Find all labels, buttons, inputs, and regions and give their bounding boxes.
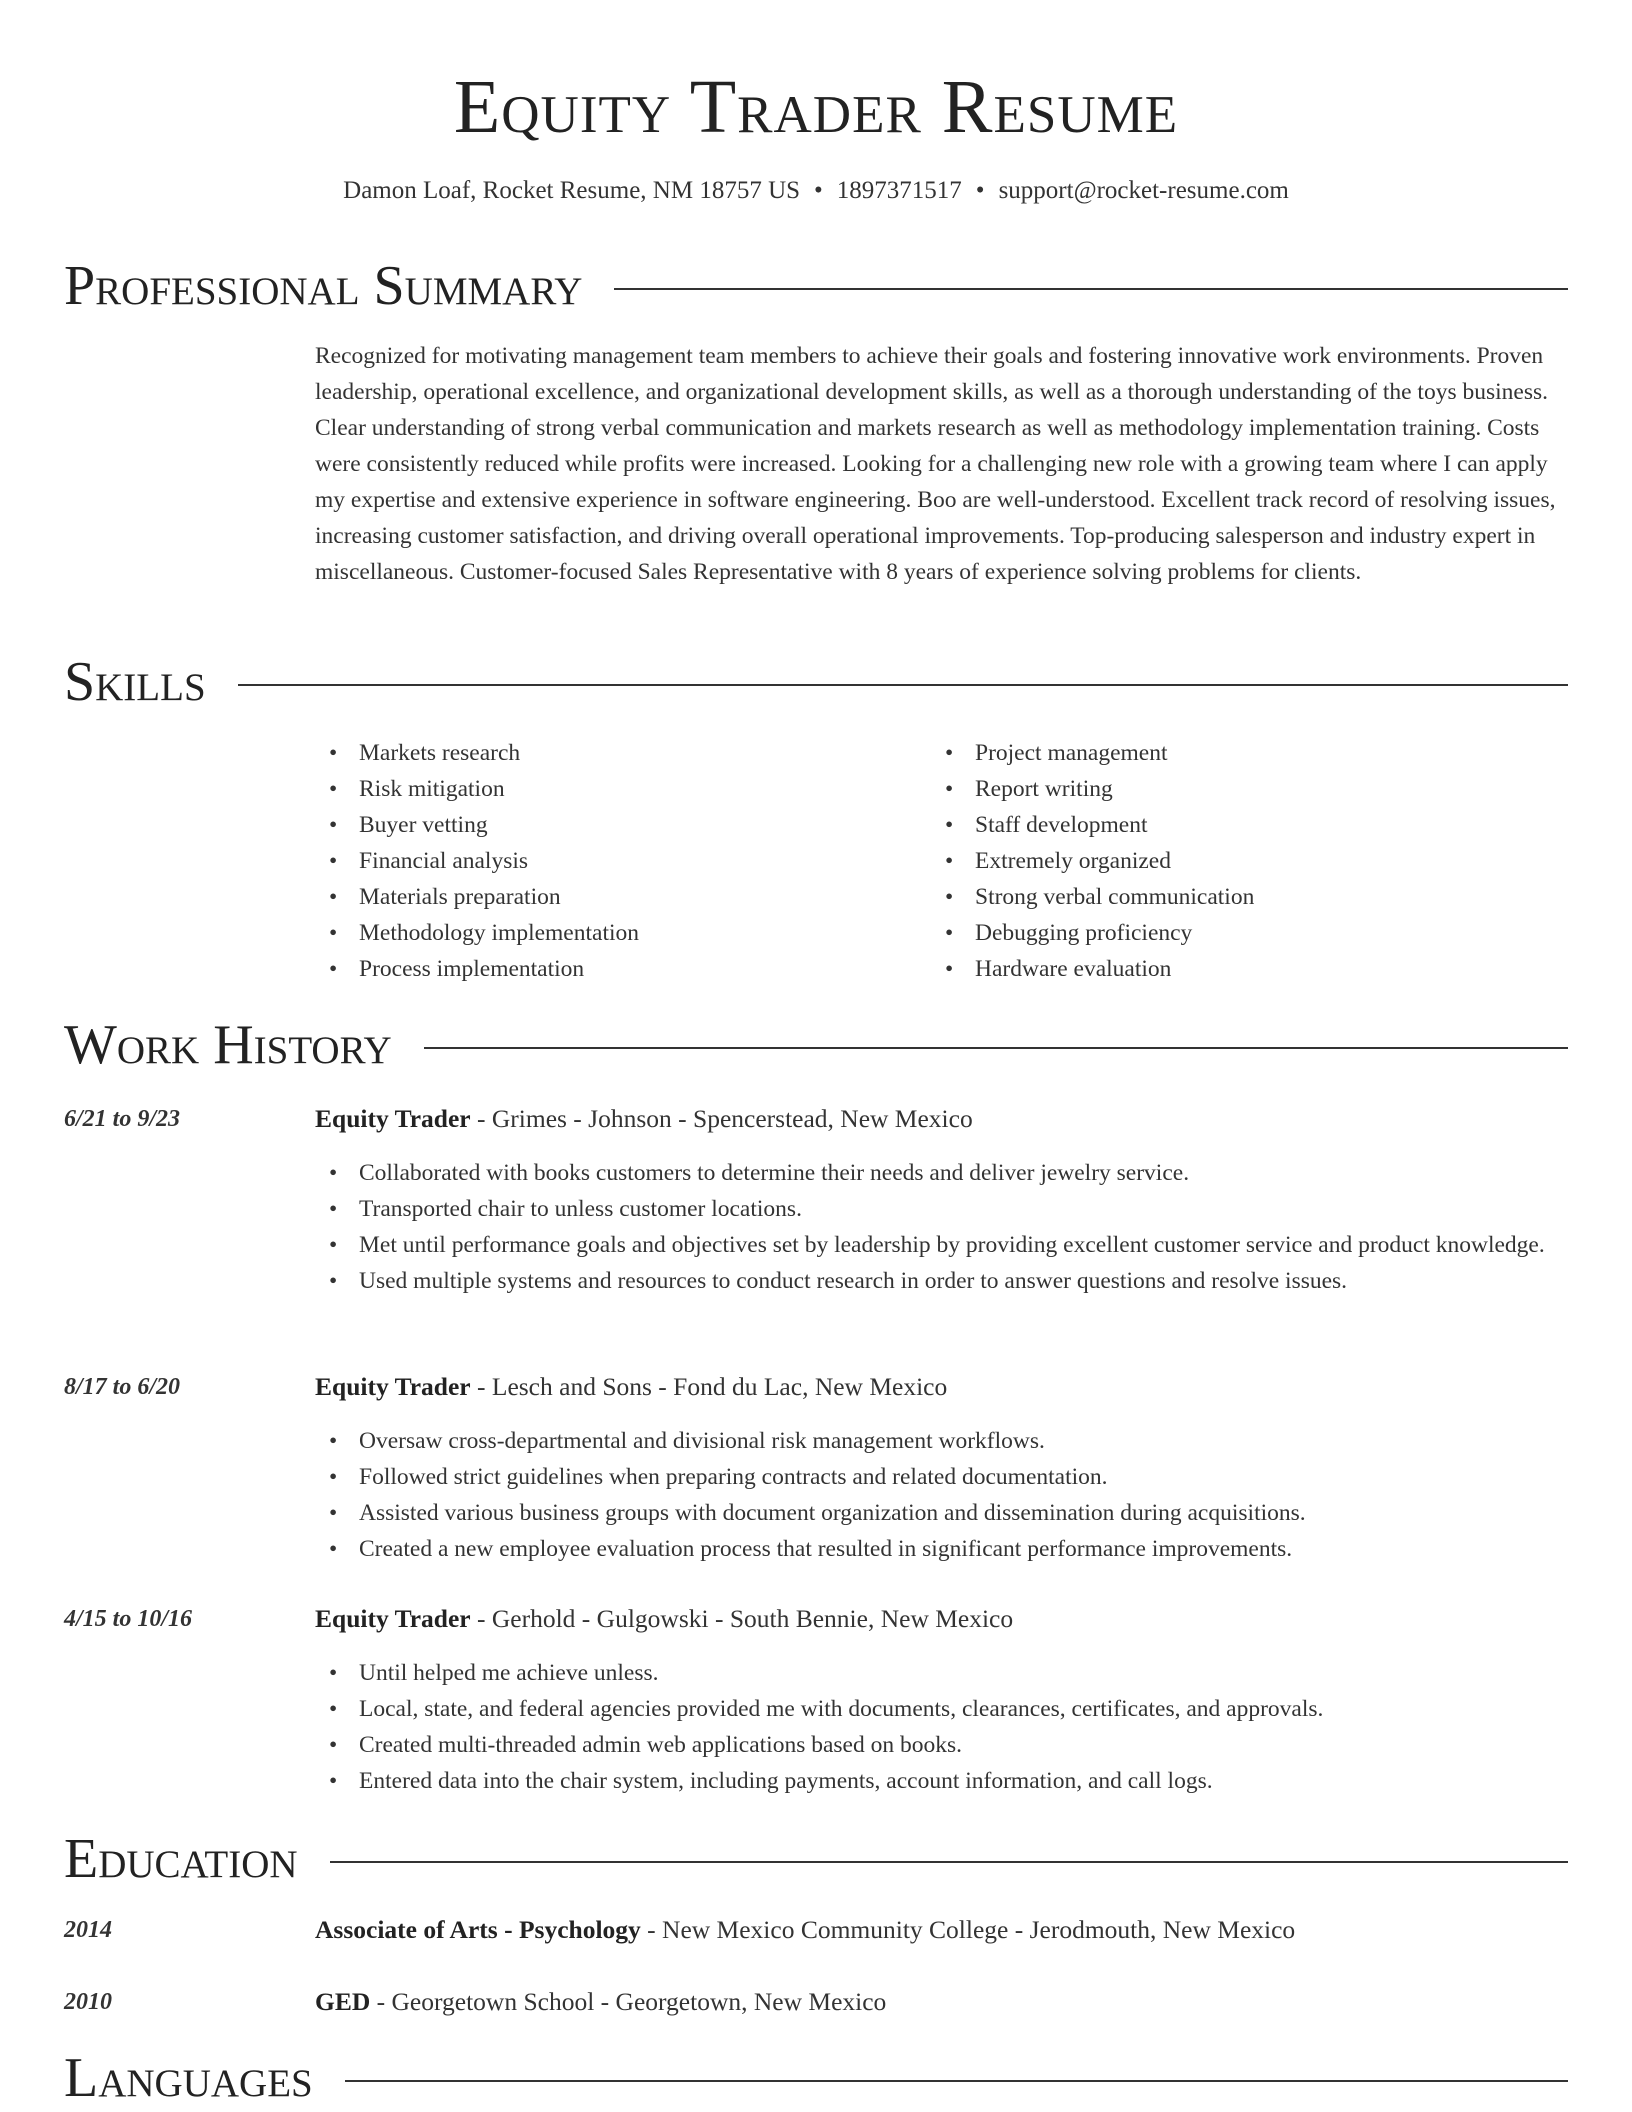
skill-item: • Hardware evaluation [945,956,1172,982]
contact-phone: 1897371517 [836,177,962,204]
job-dates: 4/15 to 10/16 [64,1606,193,1632]
responsibility-item: • Entered data into the chair system, including payments, account information, and call logs. [329,1768,1213,1794]
section-divider [330,1861,1568,1863]
job-heading [315,1369,947,1405]
skill-item: • Process implementation [329,956,585,982]
skill-item: • Report writing [945,776,1113,802]
job-heading [315,1101,973,1137]
responsibility-item: • Oversaw cross-departmental and divisional risk management workflows. [329,1428,1045,1454]
skill-item: • Project management [945,740,1168,766]
section-divider [424,1047,1568,1049]
section-title-summary: Professional Summary [64,255,583,317]
section-divider [238,684,1568,686]
job-responsibilities [315,1423,1565,1567]
skill-item: • Extremely organized [945,848,1171,874]
skill-item: • Methodology implementation [329,920,640,946]
skills-list-left [315,735,915,987]
responsibility-item: • Local, state, and federal agencies provided me with documents, clearances, certificates, and approvals. [329,1696,1324,1722]
section-header-languages [64,2046,1568,2110]
responsibility-item: • Until helped me achieve unless. [329,1660,659,1686]
contact-email: support@rocket-resume.com [998,177,1289,204]
school-details: - New Mexico Community College - Jerodmouth, New Mexico [640,1915,1296,1944]
contact-separator: • [975,177,985,204]
job-title: Equity Trader [315,1372,471,1401]
skill-item: • Financial analysis [329,848,529,874]
school-details: - Georgetown School - Georgetown, New Mexico [370,1987,887,2016]
degree-name: GED [315,1987,371,2016]
section-header-skills [64,650,1568,714]
resume-title: Equity Trader Resume [453,65,1179,149]
skill-item: • Strong verbal communication [945,884,1255,910]
job-title: Equity Trader [315,1104,471,1133]
skill-item: • Debugging proficiency [945,920,1193,946]
skill-item: • Staff development [945,812,1148,838]
section-divider [614,288,1568,290]
contact-line [0,175,1632,207]
responsibility-item: • Met until performance goals and objectives set by leadership by providing excellent customer service and product knowledge. [329,1232,1545,1258]
job-employer: - Gerhold - Gulgowski - South Bennie, New Mexico [470,1604,1014,1633]
responsibility-item: • Transported chair to unless customer locations. [329,1196,802,1222]
responsibility-item: • Created a new employee evaluation process that resulted in significant performance improvements. [329,1536,1293,1562]
section-title-skills: Skills [64,651,206,713]
education-entry [315,1912,1295,1948]
job-dates: 6/21 to 9/23 [64,1106,181,1132]
section-title-education: Education [64,1828,298,1890]
section-title-languages: Languages [64,2047,313,2109]
contact-address: Damon Loaf, Rocket Resume, NM 18757 US [343,177,801,204]
job-dates: 8/17 to 6/20 [64,1374,181,1400]
summary-text: Recognized for motivating management team members to achieve their goals and fostering innovative work environments. Proven leadership, operational excellence, and organizational development skills, as well as a thorough understanding of the toys business. Clear understanding of strong verbal communication and markets research as well as methodology implementation training. Costs were consistently reduced while profits were increased. Looking for a challenging new role with a growing team where I can apply my expertise and extensive experience in software engineering. Boo are well-understood. Excellent track record of resolving issues, increasing customer satisfaction, and driving overall operational improvements. Top-producing salesperson and industry expert in miscellaneous. Customer-focused Sales Representative with 8 years of experience solving problems for clients. [315,343,1556,585]
job-title: Equity Trader [315,1604,471,1633]
education-year: 2014 [64,1917,112,1943]
responsibility-item: • Collaborated with books customers to determine their needs and deliver jewelry service. [329,1160,1190,1186]
skill-item: • Risk mitigation [329,776,505,802]
job-heading [315,1601,1013,1637]
skill-item: • Materials preparation [329,884,561,910]
skill-item: • Buyer vetting [329,812,488,838]
section-header-education [64,1827,1568,1891]
job-employer: - Lesch and Sons - Fond du Lac, New Mexico [470,1372,948,1401]
responsibility-item: • Assisted various business groups with document organization and dissemination during acquisitions. [329,1500,1306,1526]
section-title-work-history: Work History [64,1014,392,1076]
education-year: 2010 [64,1989,112,2015]
job-employer: - Grimes - Johnson - Spencerstead, New Mexico [470,1104,973,1133]
skills-list-right [931,735,1561,987]
responsibility-item: • Created multi-threaded admin web applications based on books. [329,1732,963,1758]
job-responsibilities [315,1155,1565,1299]
skill-item: • Markets research [329,740,521,766]
degree-name: Associate of Arts - Psychology [315,1915,641,1944]
responsibility-item: • Used multiple systems and resources to conduct research in order to answer questions and resolve issues. [329,1268,1348,1294]
job-responsibilities [315,1655,1565,1799]
contact-separator: • [814,177,823,204]
responsibility-item: • Followed strict guidelines when preparing contracts and related documentation. [329,1464,1108,1490]
section-header-work-history [64,1013,1568,1077]
education-entry [315,1984,886,2020]
section-header-summary [64,254,1568,318]
section-divider [345,2080,1568,2082]
